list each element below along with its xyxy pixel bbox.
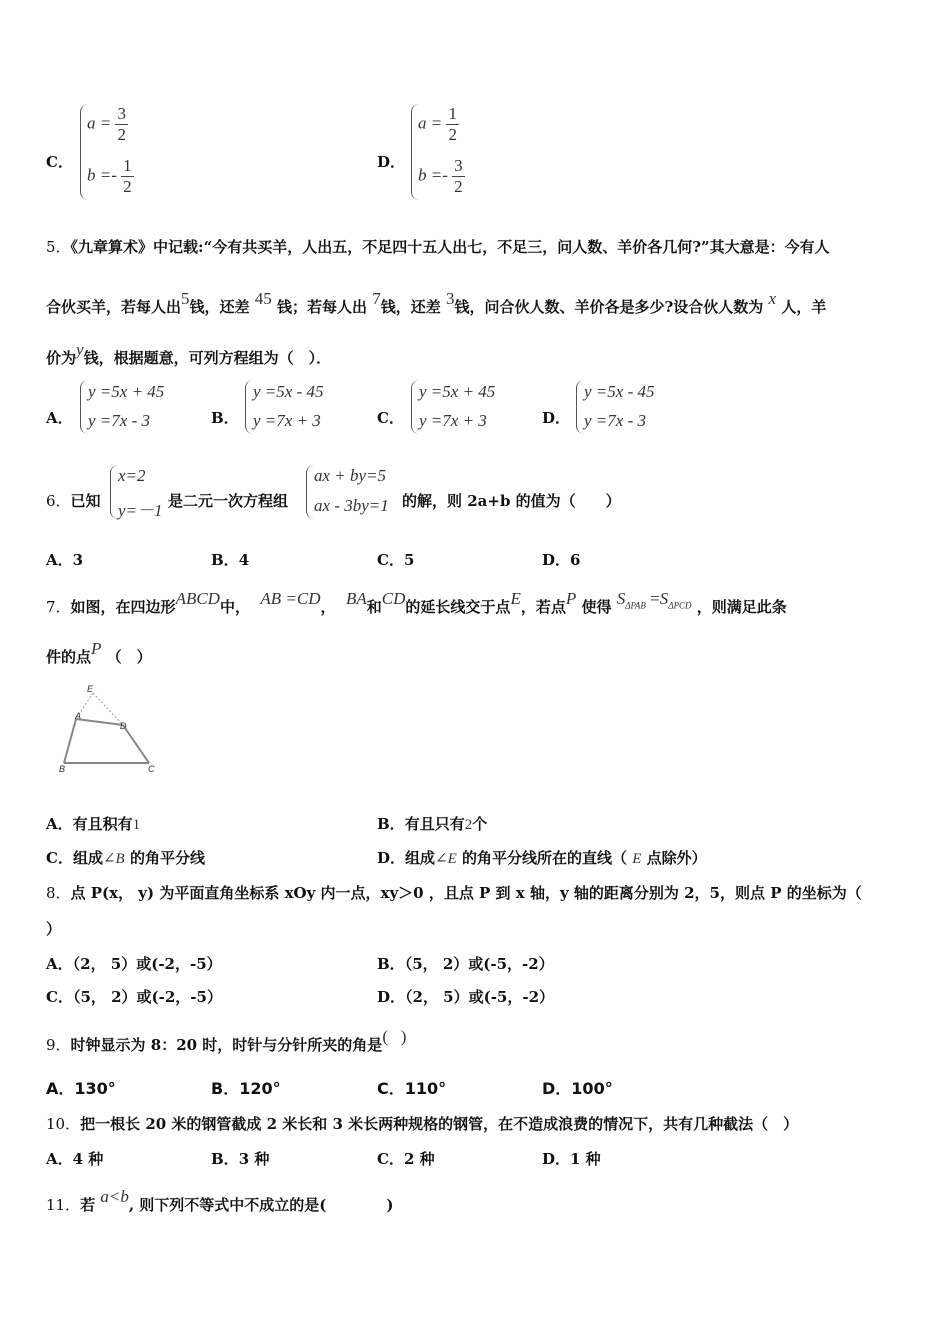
- label-a: A: [75, 711, 82, 721]
- q8-option-c: C．（5， 2）或(-2，-5）: [46, 988, 222, 1006]
- equation-1: y =5x - 45: [253, 382, 324, 401]
- option-label: D．: [377, 153, 406, 171]
- q7-line-1: 7．如图，在四边形ABCD中， AB =CD， BA和CD的延长线交于点E，若点P 使得 $S_{\Delta PAB} =S_{\Delta PCD}$ ，则满足此条: [46, 589, 787, 616]
- equation-2: b =- $\frac{1}{2}$: [87, 156, 132, 196]
- q7-option-d: D．组成∠E 的角平分线所在的直线（ E 点除外）: [377, 849, 707, 867]
- q7-option-c: C．组成∠B 的角平分线: [46, 849, 205, 867]
- q6-middle-text: 是二元一次方程组: [168, 492, 289, 510]
- q10-line: 10．把一根长 20 米的钢管截成 2 米长和 3 米长两种规格的钢管，在不造成浪费的情况下，共有几种截法（ ）: [46, 1115, 799, 1133]
- equation-1: y =5x + 45: [419, 382, 496, 401]
- q5-line-3: 价为y钱，根据题意，可列方程组为（ ）．: [46, 340, 332, 367]
- equation-2: y =7x + 3: [253, 411, 321, 430]
- q10-option-b: B．3 种: [211, 1150, 270, 1168]
- q6-option-a: A．3: [46, 551, 84, 569]
- q7-option-a: A．有且积有1: [46, 815, 141, 833]
- option-label: D．: [542, 409, 571, 427]
- q5-line-1: 5．《九章算术》中记载:“今有共买羊，人出五，不足四十五人出七，不足三，问人数、羊价各几何?”其大意是：今有人: [46, 238, 830, 256]
- q9-line: 9．时钟显示为 8：20 时，时针与分针所夹的角是( ): [46, 1027, 407, 1054]
- quadrilateral-figure: [55, 683, 165, 778]
- q9-option-b: B．120°: [211, 1079, 281, 1098]
- q8-option-d: D．（2， 5）或(-5，-2）: [377, 988, 555, 1006]
- q9-option-a: A．130°: [46, 1079, 116, 1098]
- system-2-eq-2: ax - 3by=1: [314, 496, 389, 515]
- equation-2: b =- $\frac{3}{2}$: [418, 156, 463, 196]
- q10-option-c: C．2 种: [377, 1150, 435, 1168]
- equation-2: y =7x - 3: [88, 411, 150, 430]
- system-1-eq-2: y=－1: [118, 501, 163, 520]
- extension-de: [93, 693, 123, 725]
- q9-option-d: D．100°: [542, 1079, 613, 1098]
- q8-option-a: A．（2， 5）或(-2，-5）: [46, 955, 222, 973]
- q8-line-1: 8．点 P(x， y) 为平面直角坐标系 xOy 内一点，xy＞0 ，且点 P 到 x 轴，y 轴的距离分别为 2，5，则点 P 的坐标为（: [46, 884, 862, 902]
- q5-line-2: 合伙买羊，若每人出5钱，还差 45 钱；若每人出 7钱，还差 3钱，问合伙人数、羊价各是多少?设合伙人数为 x 人，羊: [46, 289, 827, 316]
- equation-1: y =5x - 45: [584, 382, 655, 401]
- equation-1: a = $\frac{3}{2}$: [87, 104, 126, 144]
- option-label: B．: [211, 409, 239, 427]
- equation-1: y =5x + 45: [88, 382, 165, 401]
- q10-option-d: D．1 种: [542, 1150, 601, 1168]
- q11-line: 11．若 a<b, 则下列不等式中不成立的是( ): [46, 1187, 394, 1214]
- edge-dc: [123, 725, 149, 763]
- q7-line-2: 件的点P （ ）: [46, 639, 152, 666]
- q8-line-2: ）: [46, 920, 62, 938]
- equation-1: a = $\frac{1}{2}$: [418, 104, 457, 144]
- q6-prefix: 6．已知: [46, 492, 101, 510]
- q6-option-d: D．6: [542, 551, 581, 569]
- edge-ad: [76, 719, 123, 725]
- q7-option-b: B．有且只有2个: [377, 815, 488, 833]
- system-1-eq-1: x=2: [118, 466, 146, 485]
- label-d: D: [120, 721, 127, 731]
- equation-2: y =7x - 3: [584, 411, 646, 430]
- option-label: C．: [377, 409, 404, 427]
- edge-ab: [64, 719, 76, 763]
- label-c: C: [148, 764, 155, 774]
- equation-2: y =7x + 3: [419, 411, 487, 430]
- q9-option-c: C．110°: [377, 1079, 447, 1098]
- label-b: B: [59, 764, 66, 774]
- option-label: A．: [46, 409, 73, 427]
- system-2-eq-1: ax + by=5: [314, 466, 387, 485]
- label-e: E: [87, 684, 94, 694]
- q10-option-a: A．4 种: [46, 1150, 104, 1168]
- q6-option-b: B．4: [211, 551, 250, 569]
- q8-option-b: B．（5， 2）或(-5，-2）: [377, 955, 554, 973]
- q6-option-c: C．5: [377, 551, 415, 569]
- q6-suffix: 的解，则 2a+b 的值为（ ）: [402, 492, 621, 510]
- option-label: C．: [46, 153, 73, 171]
